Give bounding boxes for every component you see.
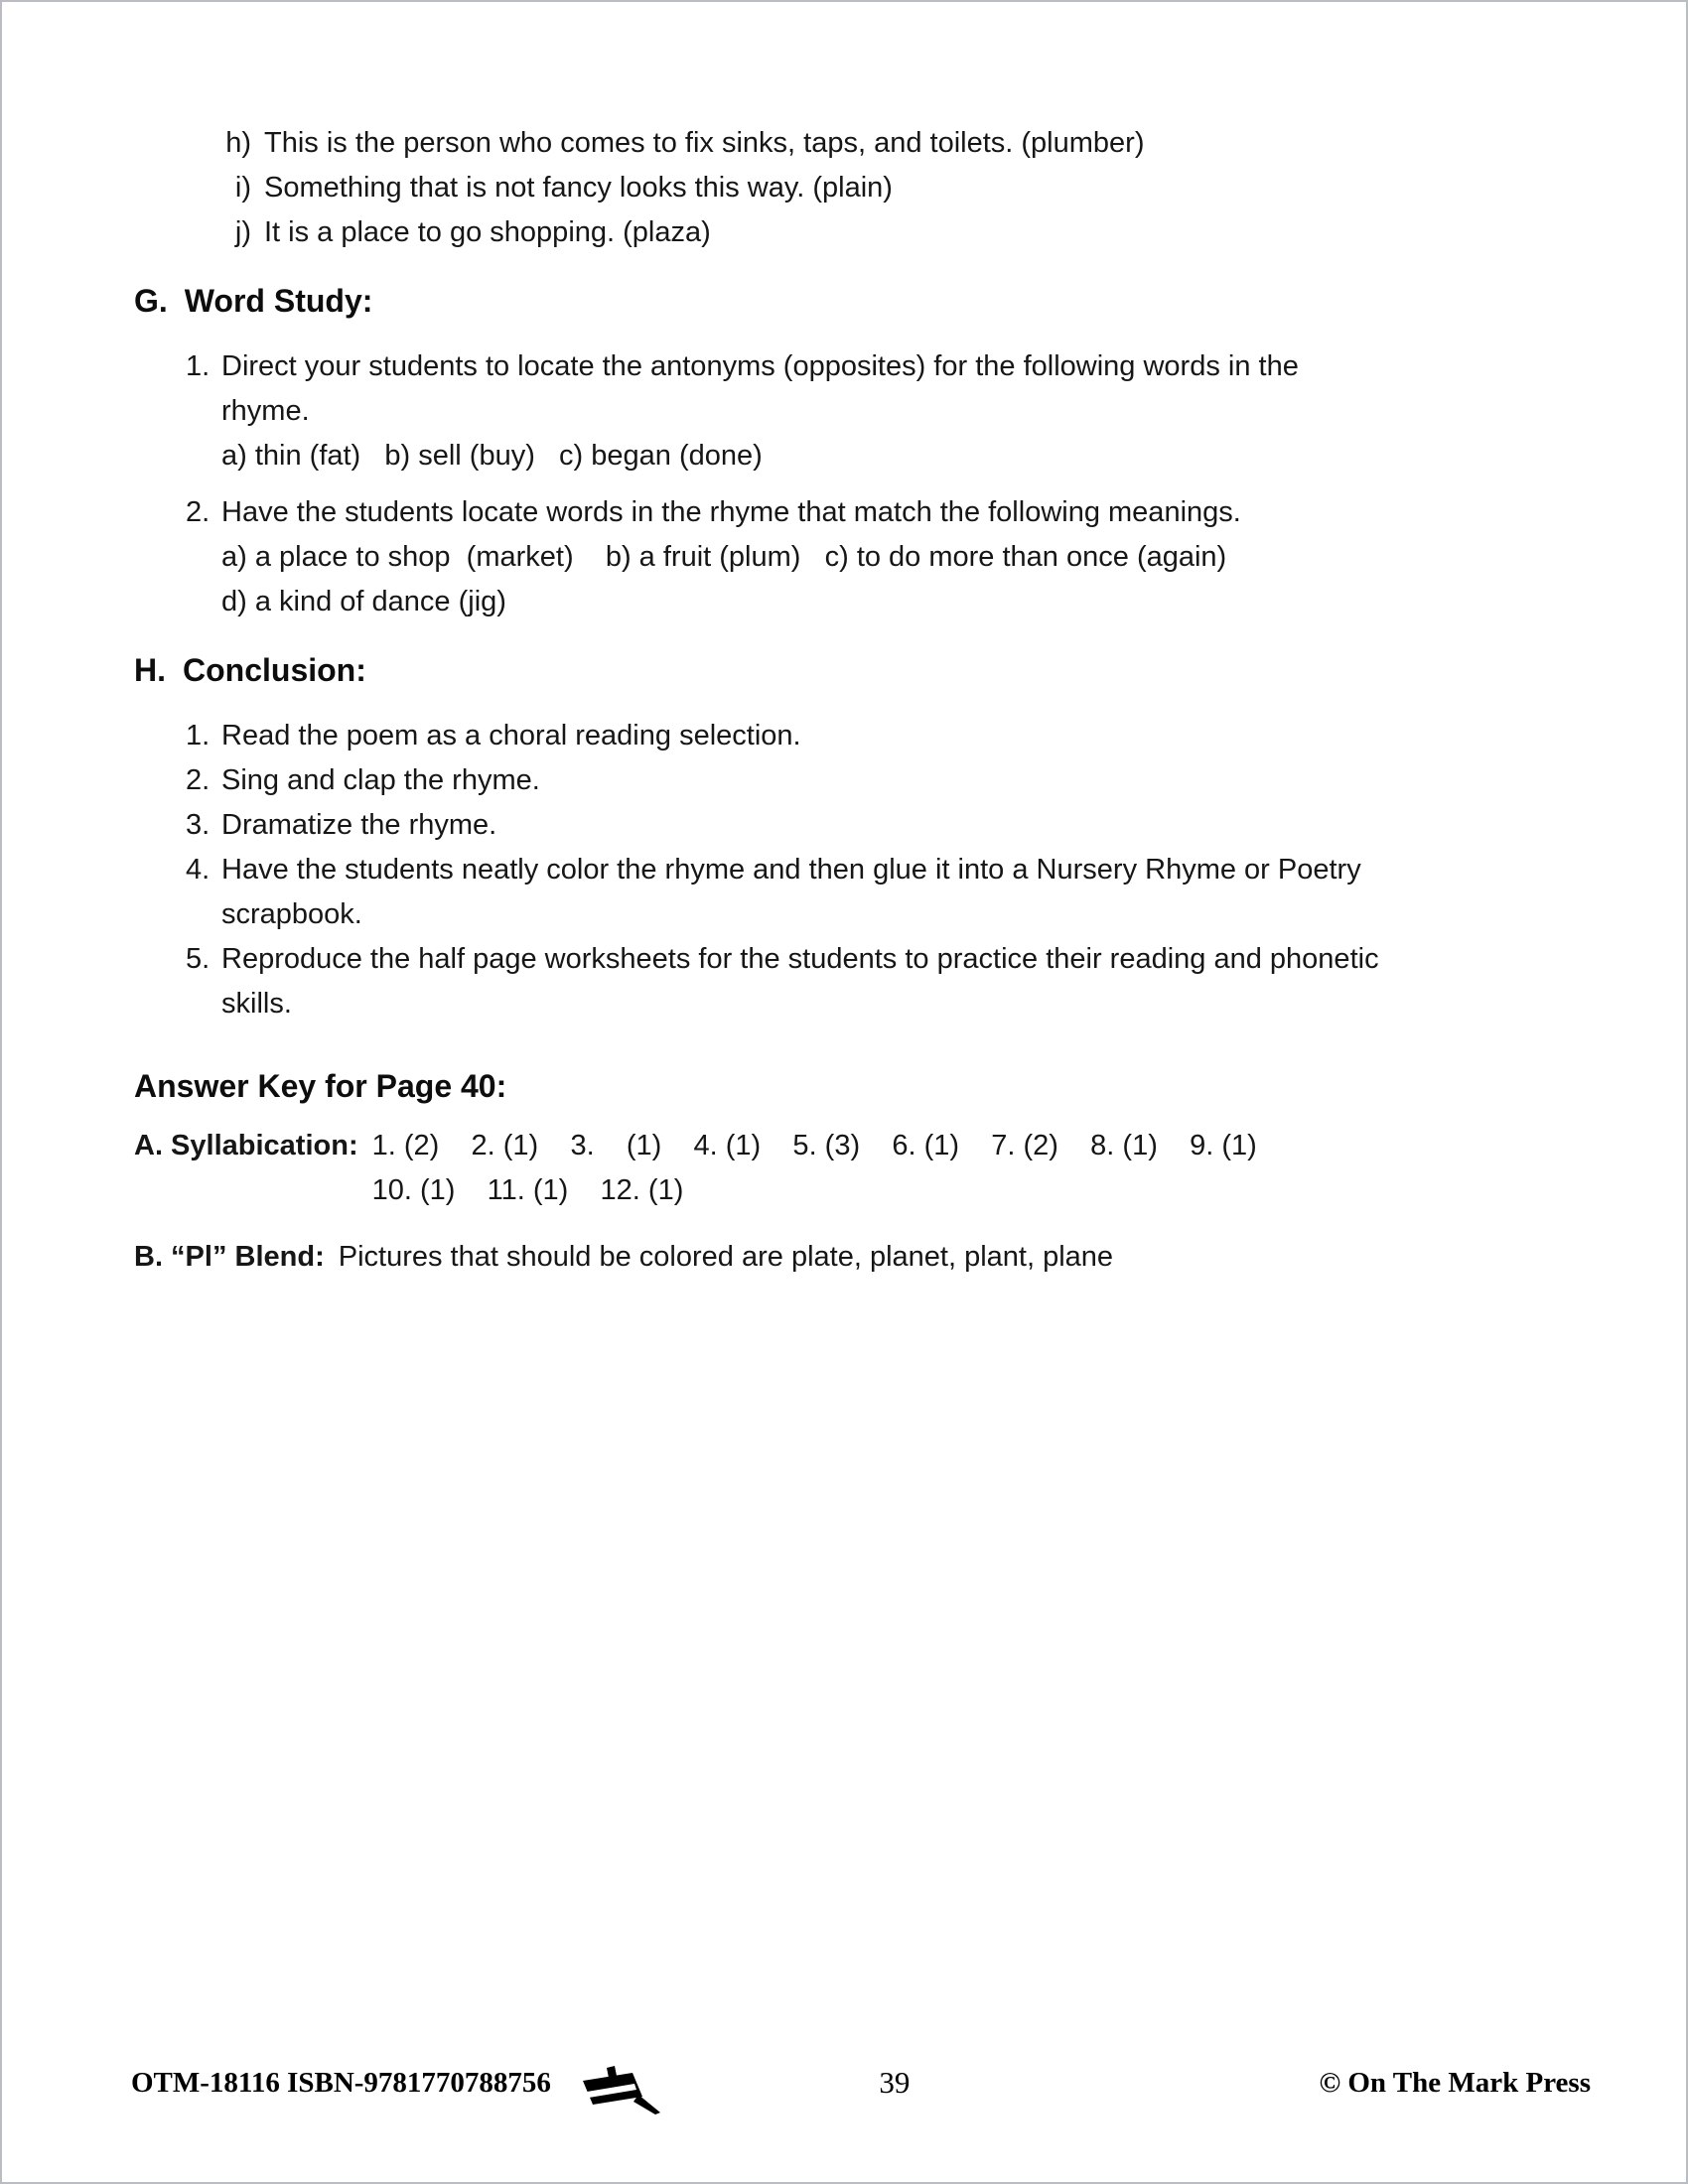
item-line: Read the poem as a choral reading selection. bbox=[221, 720, 801, 751]
word-study-answers-line: a) a place to shop (market) b) a fruit (plum) c) to do more than once (again) bbox=[221, 541, 1227, 573]
section-letter: H. bbox=[134, 652, 166, 688]
item-text bbox=[221, 344, 1537, 434]
pl-blend-values bbox=[339, 1235, 1113, 1280]
item-number: 1. bbox=[186, 350, 211, 382]
list-item bbox=[206, 210, 1537, 255]
item-letter: h) bbox=[225, 127, 251, 159]
item-text bbox=[221, 758, 1537, 803]
syllabication-values-line-1: 1. (2) 2. (1) 3. (1) 4. (1) 5. (3) 6. (1) 7. (2) 8. (1) 9. (1) bbox=[371, 1130, 1257, 1161]
answer-key-pl-blend bbox=[134, 1235, 1537, 1280]
section-heading-conclusion bbox=[134, 646, 1537, 694]
item-line: scrapbook. bbox=[221, 898, 362, 930]
footer-left bbox=[131, 2059, 662, 2135]
item-letter: j) bbox=[234, 216, 251, 248]
item-number: 4. bbox=[186, 854, 211, 886]
section-letter: G. bbox=[134, 283, 168, 319]
word-study-body bbox=[186, 344, 1537, 624]
page-number: 39 bbox=[879, 2065, 911, 2100]
item-line: Reproduce the half page worksheets for the students to practice their reading and phonetic bbox=[221, 943, 1379, 975]
pl-blend-text: Pictures that should be colored are plate, planet, plant, plane bbox=[338, 1241, 1114, 1273]
item-number: 3. bbox=[186, 809, 211, 841]
section-title: Conclusion: bbox=[183, 652, 366, 688]
word-study-answers-line: a) thin (fat) b) sell (buy) c) began (done) bbox=[221, 440, 763, 472]
publisher-logo-icon bbox=[577, 2065, 662, 2135]
word-study-item-1 bbox=[186, 344, 1537, 434]
item-line: Have the students locate words in the rhyme that match the following meanings. bbox=[221, 496, 1241, 528]
item-letter: i) bbox=[234, 172, 251, 204]
item-number: 1. bbox=[186, 720, 211, 751]
conclusion-item bbox=[186, 848, 1537, 937]
copyright-notice: © On The Mark Press bbox=[1319, 2067, 1591, 2099]
page-footer bbox=[2, 2059, 1686, 2138]
conclusion-item bbox=[186, 758, 1537, 803]
item-text: This is the person who comes to fix sinks, taps, and toilets. (plumber) bbox=[264, 127, 1145, 159]
page-content bbox=[134, 121, 1537, 1280]
syllabication-label: A. Syllabication: bbox=[134, 1130, 358, 1161]
conclusion-body bbox=[186, 714, 1537, 1026]
word-study-item-2 bbox=[186, 490, 1537, 535]
conclusion-item bbox=[186, 803, 1537, 848]
item-number: 5. bbox=[186, 943, 211, 975]
pl-blend-label: B. “Pl” Blend: bbox=[134, 1241, 325, 1273]
conclusion-item bbox=[186, 937, 1537, 1026]
item-text bbox=[221, 803, 1537, 848]
item-line: rhyme. bbox=[221, 395, 310, 427]
syllabication-values bbox=[372, 1124, 1257, 1213]
item-number: 2. bbox=[186, 496, 211, 528]
item-text: It is a place to go shopping. (plaza) bbox=[264, 216, 711, 248]
item-text bbox=[221, 490, 1537, 535]
answer-key-heading: Answer Key for Page 40: bbox=[134, 1068, 507, 1104]
syllabication-values-line-2: 10. (1) 11. (1) 12. (1) bbox=[371, 1174, 684, 1206]
item-line: Have the students neatly color the rhyme and then glue it into a Nursery Rhyme or Poetry bbox=[221, 854, 1361, 886]
section-heading-word-study bbox=[134, 277, 1537, 325]
list-item bbox=[206, 166, 1537, 210]
item-line: Sing and clap the rhyme. bbox=[221, 764, 540, 796]
item-line: skills. bbox=[221, 988, 292, 1020]
section-title: Word Study: bbox=[184, 283, 373, 319]
item-line: Direct your students to locate the antonyms (opposites) for the following words in the bbox=[221, 350, 1299, 382]
word-study-answers-line: d) a kind of dance (jig) bbox=[221, 586, 506, 617]
item-text bbox=[221, 937, 1537, 1026]
conclusion-item bbox=[186, 714, 1537, 758]
item-text bbox=[221, 848, 1537, 937]
item-line: Dramatize the rhyme. bbox=[221, 809, 497, 841]
answer-key-syllabication bbox=[134, 1124, 1537, 1213]
item-text bbox=[221, 714, 1537, 758]
footer-codes: OTM-18116 ISBN-9781770788756 bbox=[131, 2067, 551, 2099]
item-text: Something that is not fancy looks this way. (plain) bbox=[264, 172, 893, 204]
list-item bbox=[206, 121, 1537, 166]
item-number: 2. bbox=[186, 764, 211, 796]
